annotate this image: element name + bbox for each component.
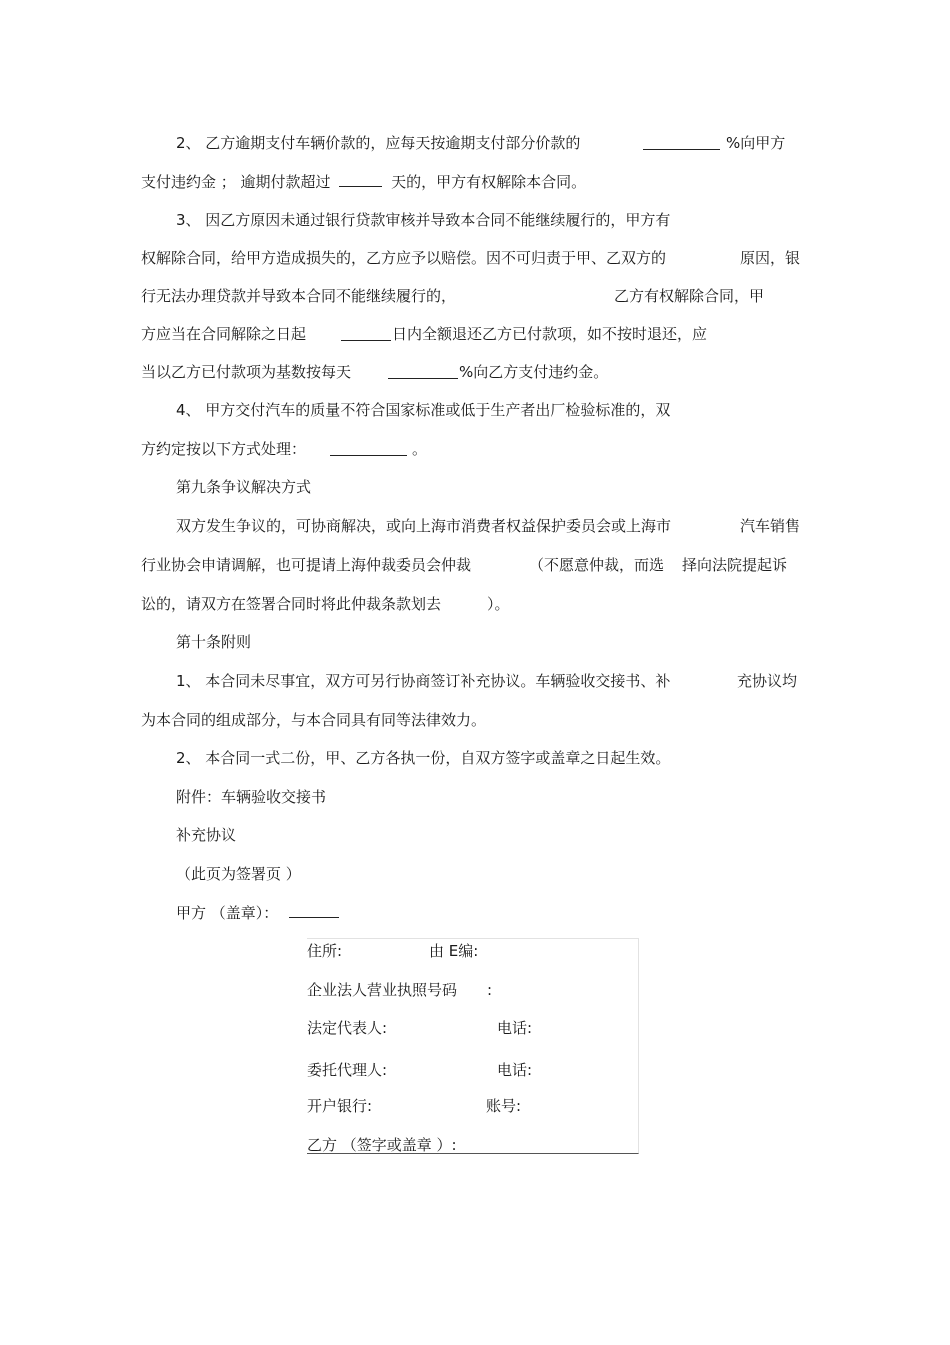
- bank-label: 开户银行:: [307, 1097, 373, 1115]
- signature-page-note: [176, 864, 301, 884]
- percent-blank: [388, 364, 458, 379]
- attachment-1: [176, 787, 326, 807]
- clause-text: 天的，甲方有权解除本合同。: [391, 173, 587, 191]
- clause-text: ）。: [487, 595, 510, 613]
- article-10-item-1-line-1: [176, 671, 670, 691]
- article-9-line-2-mid: [529, 555, 664, 575]
- clause-text: 双方发生争议的，可协商解决，或向上海市消费者权益保护委员会或上海市: [176, 517, 672, 535]
- clause-text: 方应当在合同解除之日起: [141, 325, 307, 343]
- article-9-heading: [176, 477, 311, 497]
- clause-text: %向乙方支付违约金。: [459, 363, 609, 381]
- clause-text: 行无法办理贷款并导致本合同不能继续履行的，: [141, 287, 457, 305]
- clause-text: （此页为签署页 ）: [176, 865, 301, 883]
- clause-3-line-4-end: [392, 324, 707, 344]
- clause-text: 充协议均: [737, 672, 798, 690]
- article-10-item-1-line-2: [141, 710, 486, 730]
- article-9-line-3: [141, 594, 441, 614]
- article-9-line-2: [141, 555, 471, 575]
- clause-3-line-3-end: [614, 286, 764, 306]
- clause-text: 讼的，请双方在签署合同时将此仲裁条款划去: [141, 595, 442, 613]
- clause-text: 2、 乙方逾期支付车辆价款的，应每天按逾期支付部分价款的: [176, 134, 581, 152]
- article-9-line-1: [176, 516, 671, 536]
- agent-label: 委托代理人:: [307, 1061, 388, 1079]
- clause-4-line-1: [176, 400, 670, 420]
- percent-blank: [643, 135, 720, 150]
- clause-text: （不愿意仲裁，而选: [529, 556, 665, 574]
- clause-text: 当以乙方已付款项为基数按每天: [141, 363, 352, 381]
- clause-text: 汽车销售: [740, 517, 801, 535]
- account-label: 账号:: [486, 1097, 522, 1115]
- clause-text: 行业协会申请调解，也可提请上海仲裁委员会仲裁: [141, 556, 472, 574]
- party-a-label: 甲方 （盖章）：: [176, 904, 279, 922]
- clause-text: 原因，银: [740, 249, 801, 267]
- clause-3-line-2-end: [740, 248, 800, 268]
- license-colon: :: [487, 981, 493, 999]
- clause-3-line-5: [141, 362, 351, 382]
- party-a-seal-blank: [289, 903, 339, 918]
- license-label: 企业法人营业执照号码: [307, 981, 458, 999]
- heading-text: 第十条附则: [176, 633, 252, 651]
- days-blank: [339, 172, 382, 187]
- clause-text: %向甲方: [726, 134, 786, 152]
- clause-text: 权解除合同，给甲方造成损失的，乙方应予以赔偿。因不可归责于甲、乙双方的: [141, 249, 667, 267]
- article-9-line-2-end: [682, 555, 787, 575]
- clause-text: 2、 本合同一式二份，甲、乙方各执一份，自双方签字或盖章之日起生效。: [176, 749, 671, 767]
- clause-3-line-5-end: [459, 362, 608, 382]
- postcode-label: 由 E编:: [429, 942, 479, 960]
- clause-4-line-2-end: [412, 439, 427, 459]
- party-a-seal-line: [176, 903, 339, 923]
- clause-text: 补充协议: [176, 826, 237, 844]
- clause-text: 4、 甲方交付汽车的质量不符合国家标准或低于生产者出厂检验标准的，双: [176, 401, 671, 419]
- clause-text: 择向法院提起诉: [682, 556, 788, 574]
- clause-text: 为本合同的组成部分，与本合同具有同等法律效力。: [141, 711, 487, 729]
- clause-2-line-2: [141, 172, 586, 192]
- signature-info-box: [307, 938, 639, 1154]
- party-b-label: 乙方 （签字或盖章 ）:: [307, 1136, 457, 1154]
- clause-text: 方约定按以下方式处理：: [141, 440, 307, 458]
- clause-text: 。: [412, 440, 428, 458]
- clause-text: 附件：车辆验收交接书: [176, 788, 327, 806]
- clause-2-line-1: [176, 133, 580, 153]
- phone-label: 电话:: [497, 1019, 533, 1037]
- clause-text: 乙方有权解除合同，甲: [614, 287, 765, 305]
- article-10-heading: [176, 632, 251, 652]
- article-10-item-1-line-1-end: [737, 671, 797, 691]
- clause-3-line-3: [141, 286, 456, 306]
- clause-2-line-1-end: [726, 133, 785, 153]
- clause-text: 支付违约金 ； 逾期付款超过: [141, 173, 331, 191]
- clause-text: 3、 因乙方原因未通过银行贷款审核并导致本合同不能继续履行的，甲方有: [176, 211, 671, 229]
- clause-4-line-2: [141, 439, 306, 459]
- address-label: 住所:: [307, 942, 343, 960]
- clause-3-line-4: [141, 324, 306, 344]
- clause-text: 日内全额退还乙方已付款项，如不按时退还，应: [392, 325, 708, 343]
- attachment-2: [176, 825, 236, 845]
- method-blank: [330, 441, 407, 456]
- clause-3-line-1: [176, 210, 670, 230]
- phone-label: 电话:: [497, 1061, 533, 1079]
- days-blank: [341, 326, 391, 341]
- heading-text: 第九条争议解决方式: [176, 478, 312, 496]
- clause-text: 1、 本合同未尽事宜，双方可另行协商签订补充协议。车辆验收交接书、补: [176, 672, 671, 690]
- clause-3-line-2: [141, 248, 666, 268]
- article-10-item-2: [176, 748, 670, 768]
- article-9-line-1-end: [740, 516, 800, 536]
- legal-rep-label: 法定代表人:: [307, 1019, 388, 1037]
- article-9-line-3-end: [487, 594, 510, 614]
